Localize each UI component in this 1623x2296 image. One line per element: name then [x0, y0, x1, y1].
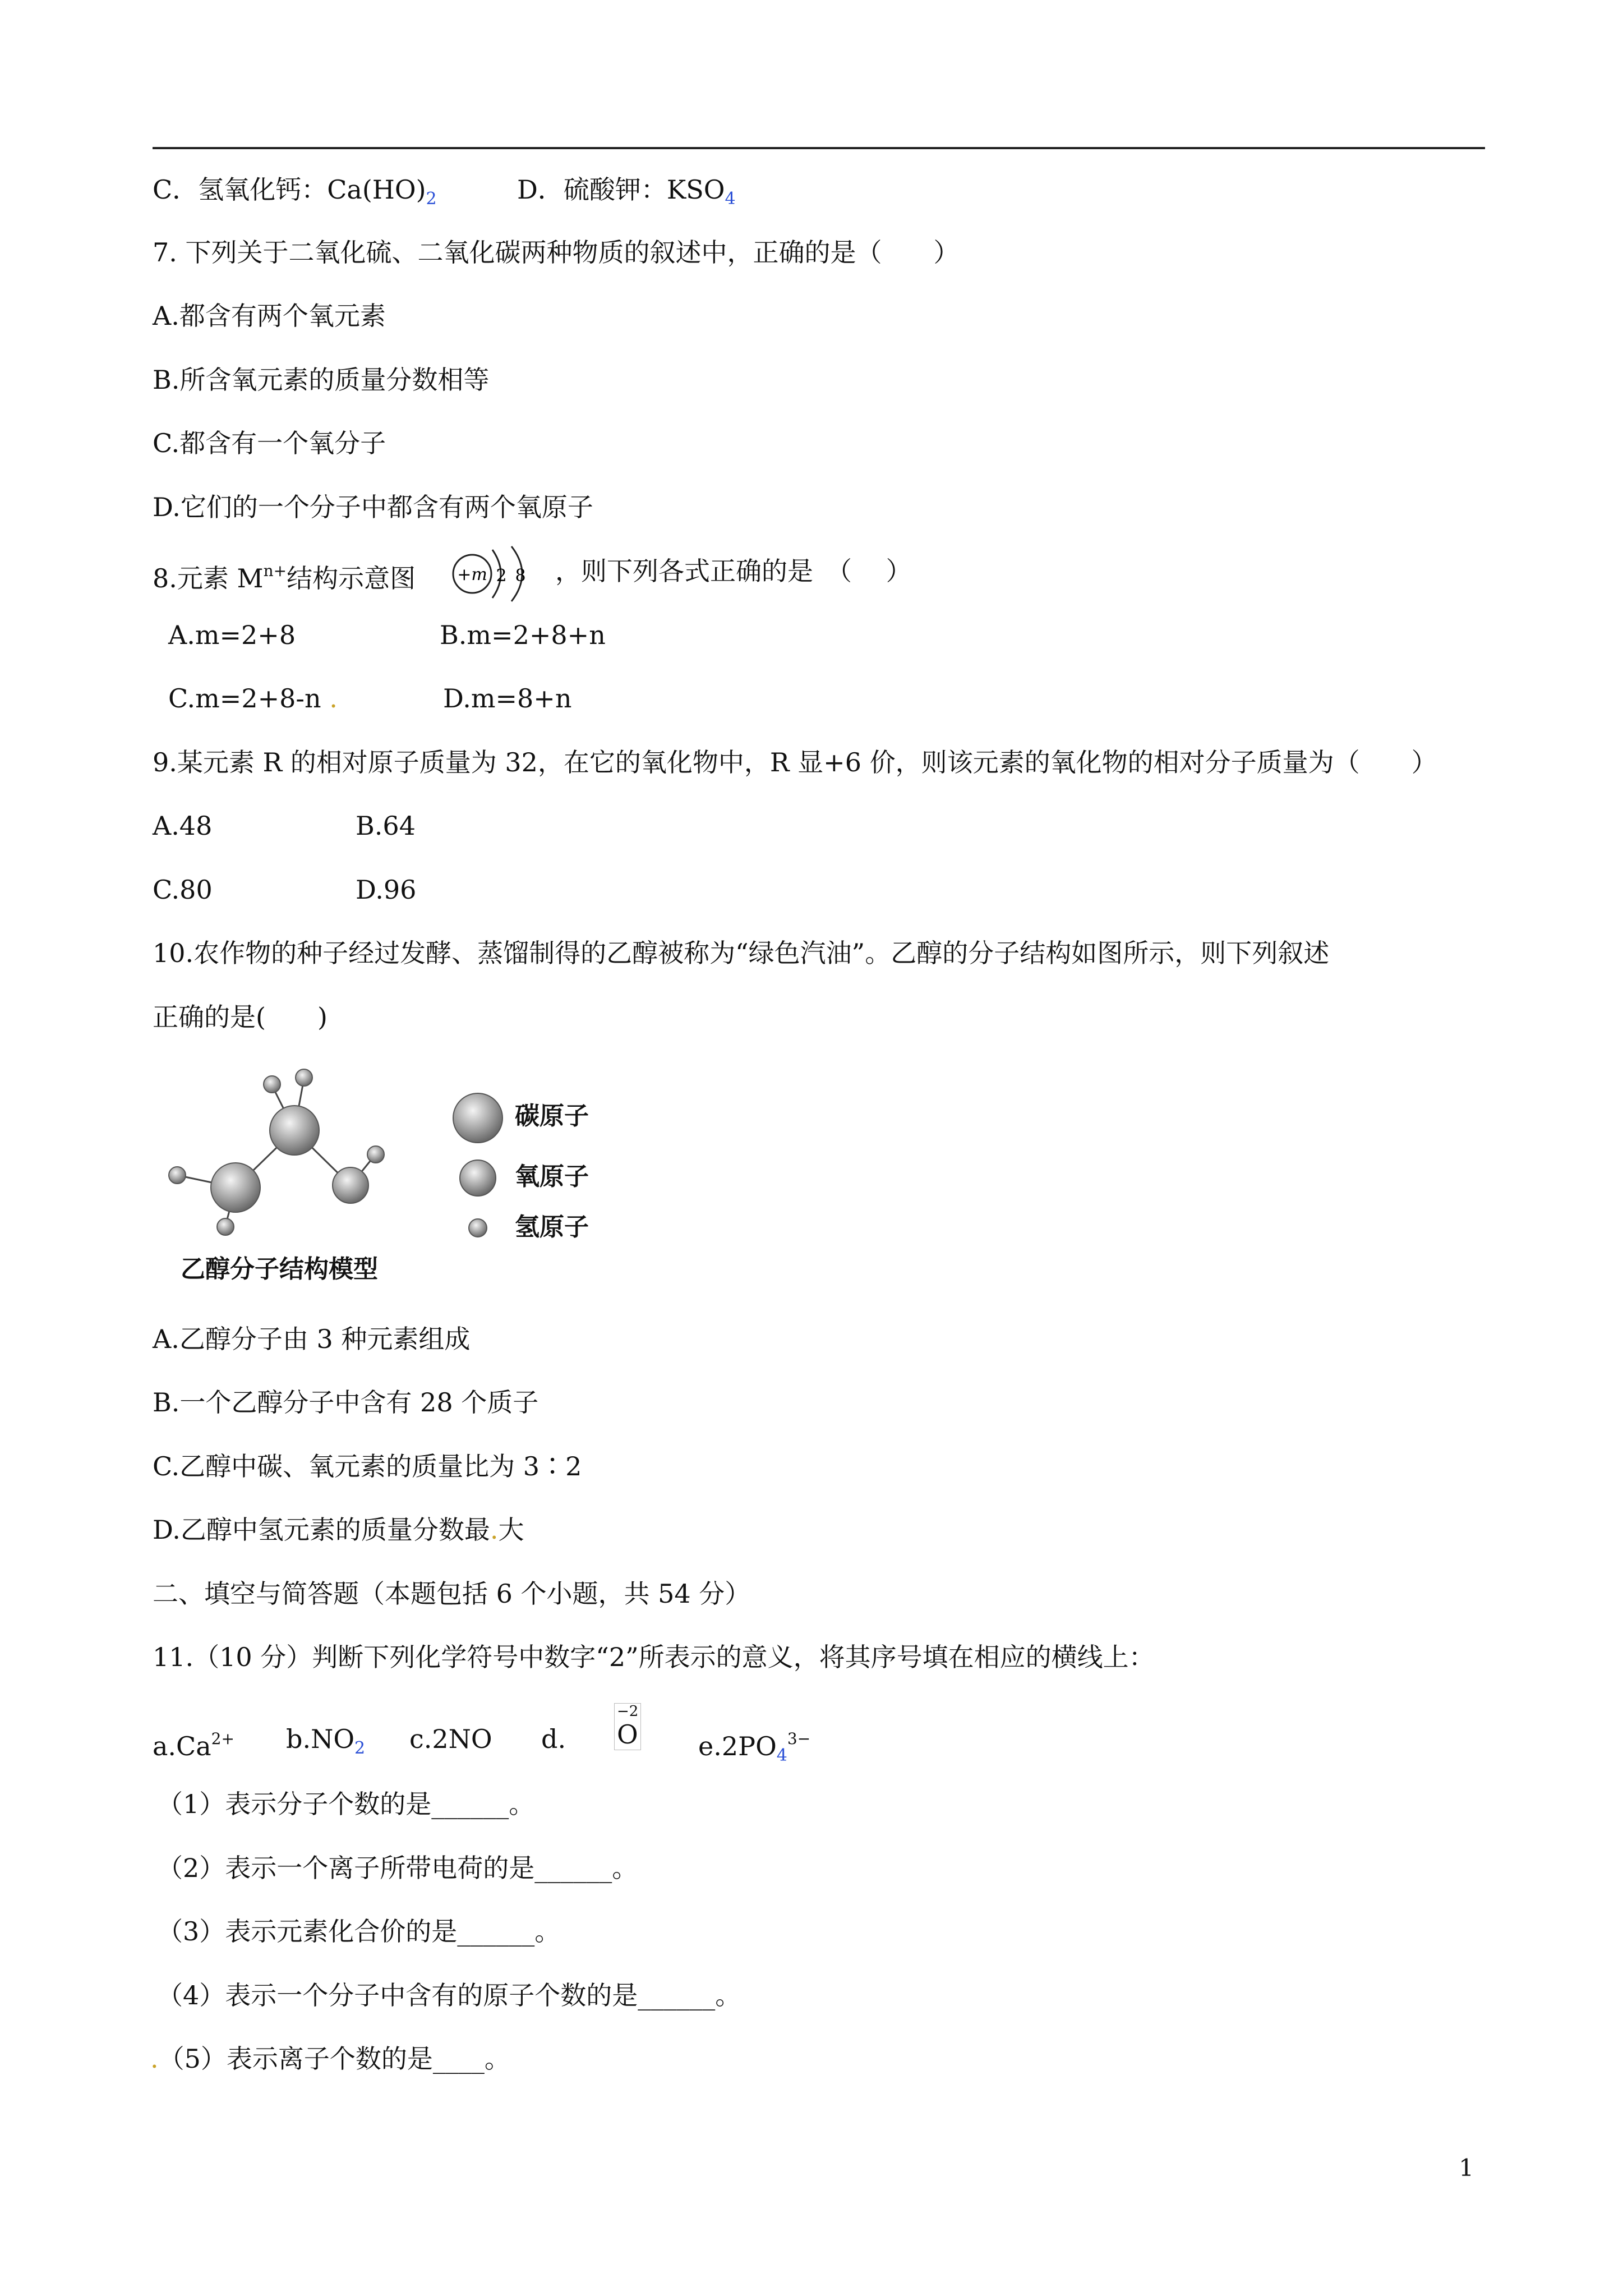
- blank-1: （1）表示分子个数的是______。: [157, 1789, 535, 1819]
- option-7d: D.它们的一个分子中都含有两个氧原子: [153, 492, 593, 522]
- legend-oxygen-icon: [460, 1160, 496, 1196]
- hydrogen-atom: [296, 1069, 312, 1086]
- carbon-atom: [211, 1163, 260, 1212]
- blank-4: （4）表示一个分子中含有的原子个数的是______。: [157, 1980, 741, 2010]
- option-10c: C.乙醇中碳、氧元素的质量比为 3∶2: [153, 1451, 582, 1481]
- symbol-d-label: d.: [541, 1724, 566, 1754]
- option-7b: B.所含氧元素的质量分数相等: [153, 365, 490, 395]
- legend-carbon-label: 碳原子: [515, 1102, 589, 1130]
- option-7c: C.都含有一个氧分子: [153, 428, 386, 458]
- carbon-atom: [270, 1106, 319, 1155]
- option-10d: D.乙醇中氢元素的质量分数最.大: [153, 1515, 524, 1545]
- header-rule: [153, 147, 1485, 149]
- hydrogen-atom: [264, 1076, 280, 1093]
- option-10a: A.乙醇分子由 3 种元素组成: [153, 1324, 471, 1354]
- option-9c: C.80: [153, 875, 213, 905]
- shell-1-count: 2: [496, 566, 507, 586]
- option-6c: C．氢氧化钙：$Ca(HO)_2$: [153, 174, 437, 209]
- hydrogen-atom: [217, 1218, 234, 1235]
- question-11: 11.（10 分）判断下列化学符号中数字“2”所表示的意义，将其序号填在相应的横线上：: [153, 1642, 1155, 1672]
- option-7a: A.都含有两个氧元素: [153, 301, 386, 331]
- question-10-line1: 10.农作物的种子经过发酵、蒸馏制得的乙醇被称为“绿色汽油”。乙醇的分子结构如图所示，则下列叙述: [153, 938, 1330, 968]
- hydrogen-atom: [367, 1146, 384, 1163]
- shell-2-count: 8: [515, 566, 526, 586]
- symbol-d-box: −2 O: [614, 1703, 641, 1750]
- bonds: [177, 1079, 375, 1226]
- option-9a: A.48: [153, 811, 213, 841]
- nucleus-charge: +m: [457, 565, 487, 585]
- option-8b: B.m=2+8+n: [440, 620, 606, 650]
- section-2-heading: 二、填空与简答题（本题包括 6 个小题，共 54 分）: [153, 1579, 751, 1609]
- blank-3: （3）表示元素化合价的是______。: [157, 1916, 561, 1947]
- symbol-b: $b.NO_2$: [286, 1724, 366, 1758]
- option-8c: C.m=2+8-n .: [168, 683, 338, 714]
- option-9b: B.64: [356, 811, 416, 841]
- symbol-a: $a.Ca^{2+}$: [153, 1729, 234, 1761]
- legend-hydrogen-label: 氢原子: [515, 1213, 589, 1241]
- symbol-c: c.2NO: [409, 1724, 492, 1754]
- option-6d: D．硫酸钾：$KSO_4$: [517, 174, 736, 209]
- figure-caption: 乙醇分子结构模型: [181, 1255, 378, 1283]
- oxygen-atom: [333, 1167, 368, 1203]
- blank-5: .（5）表示离子个数的是____。: [150, 2044, 510, 2074]
- legend-hydrogen-icon: [469, 1219, 487, 1237]
- question-10-line2: 正确的是( ): [153, 1002, 328, 1032]
- question-9: 9.某元素 R 的相对原子质量为 32，在它的氧化物中，R 显+6 价，则该元素的氧化物的相对分子质量为（ ）: [153, 747, 1437, 777]
- symbol-e: $e.2PO_4^{3-}$: [698, 1729, 811, 1765]
- hydrogen-atom: [169, 1167, 186, 1184]
- atom-structure-diagram: [449, 543, 550, 605]
- option-8d: D.m=8+n: [443, 683, 572, 714]
- page-number: 1: [1459, 2154, 1474, 2182]
- question-8-tail: ，则下列各式正确的是 （ ）: [555, 556, 912, 586]
- question-7: 7. 下列关于二氧化硫、二氧化碳两种物质的叙述中，正确的是（ ）: [153, 237, 960, 268]
- blank-2: （2）表示一个离子所带电荷的是______。: [157, 1853, 638, 1883]
- option-9d: D.96: [356, 875, 417, 905]
- legend-carbon-icon: [453, 1093, 502, 1143]
- option-8a: A.m=2+8: [168, 620, 296, 650]
- legend-oxygen-label: 氧原子: [515, 1162, 589, 1191]
- option-10b: B.一个乙醇分子中含有 28 个质子: [153, 1387, 539, 1418]
- question-8: 8.元素 $M^{n+}$结构示意图: [153, 562, 416, 593]
